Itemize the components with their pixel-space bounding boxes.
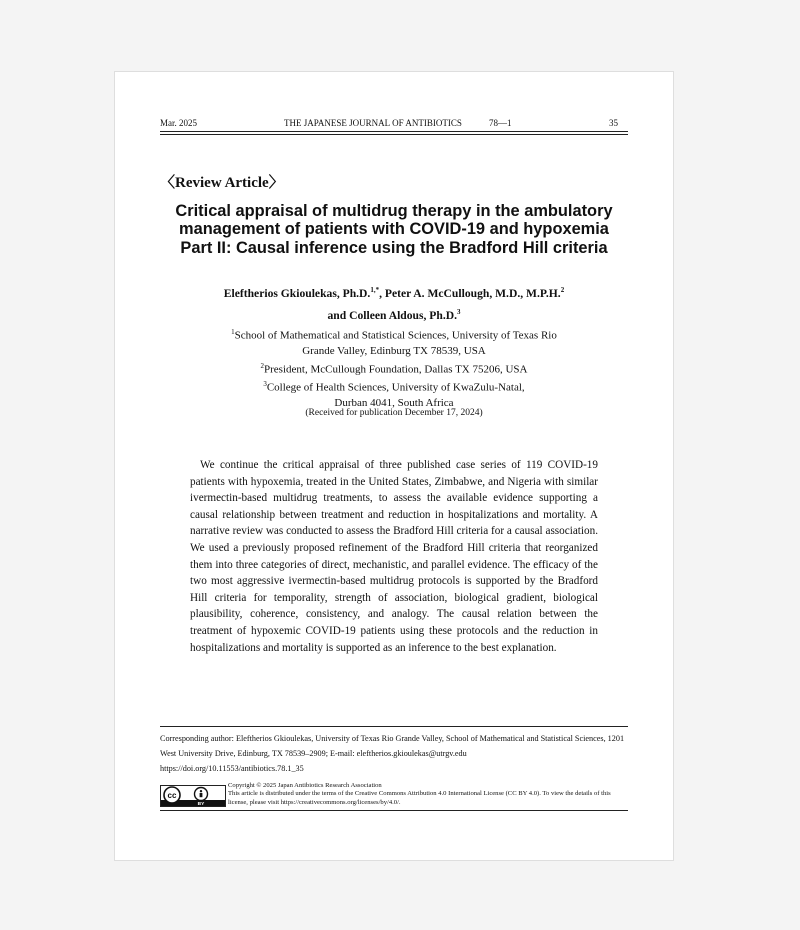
received-date: (Received for publication December 17, 2024) xyxy=(305,408,483,418)
author-affiliation-mark: 2 xyxy=(560,286,565,294)
header-volume: 78—1 xyxy=(489,118,512,128)
author-list: Eleftherios Gkioulekas, Ph.D.$^{1,*}$, Peter A. McCullough, M.D., M.P.H.$^2$ and Colleen Aldous, Ph.D.$^3$ xyxy=(223,286,565,322)
author-name: Eleftherios Gkioulekas, Ph.D. xyxy=(223,286,371,300)
affiliation-mark: 2 xyxy=(260,361,264,370)
affiliation-text: Durban 4041, South Africa xyxy=(334,396,454,409)
footer-rule xyxy=(160,810,628,811)
title-line: management of patients with COVID-19 and hypoxemia xyxy=(179,220,609,239)
abstract: We continue the critical appraisal of three published case series of 119 COVID-19 patients with hypoxemia, treated in the United States, Zimbabwe, and Nigeria with similar ivermectin-based multidrug treatments, to assess the available evidence supporting a causal relationship between treatment and reduction in hospitalizations and mortality. A narrative review was conducted to assess the Bradford Hill criteria for a causal association. We used a previously proposed refinement of the Bradford Hill criteria that reorganized them into three categories of direct, mechanistic, and parallel evidence. The efficacy of the two most aggressive ivermectin-based multidrug protocols is supported by the Bradford Hill criteria for temporality, strength of association, biological gradient, biological plausibility, coherence, consistency, and analogy. The causal relation between the treatment of hypoxemic COVID-19 patients using these protocols and the reduction in hospitalizations and mortality is supported as an inference to the best explanation. xyxy=(190,459,598,654)
affiliation-text: President, McCullough Foundation, Dallas TX 75206, USA xyxy=(264,363,528,376)
header-rule-bottom xyxy=(160,134,628,135)
author-name: Colleen Aldous, Ph.D. xyxy=(349,308,457,322)
affiliation-text: Grande Valley, Edinburg TX 78539, USA xyxy=(302,344,486,357)
corresponding-author-text: Corresponding author: Eleftherios Gkioulekas, University of Texas Rio Grande Valley, School of Mathematical and Statistical Sciences, 1201 West University Drive, Edinburg, TX 78539–2909; E-mail: eleftherios.gkioulekas@utrgv.edu xyxy=(160,734,625,758)
header-page-number: 35 xyxy=(609,118,618,128)
affiliation-mark: 1 xyxy=(231,328,235,336)
doi-link[interactable]: https://doi.org/10.11553/antibiotics.78.1_35 xyxy=(160,764,304,773)
copyright-line: Copyright © 2025 Japan Antibiotics Research Association xyxy=(228,782,382,789)
article-type: 〈Review Article〉 xyxy=(160,175,284,191)
affiliation-mark: 3 xyxy=(263,380,267,389)
by-letters: BY xyxy=(197,802,205,806)
title-line: Part II: Causal inference using the Bradford Hill criteria xyxy=(180,238,608,257)
affiliations xyxy=(160,325,628,411)
running-header xyxy=(160,118,628,132)
affiliation-text: School of Mathematical and Statistical Sciences, University of Texas Rio xyxy=(234,329,557,342)
article-title xyxy=(150,202,638,257)
license-notice xyxy=(228,782,628,807)
author-affiliation-mark: 3 xyxy=(457,307,461,316)
affiliation-text: College of Health Sciences, University of KwaZulu-Natal, xyxy=(266,381,525,394)
author-name: Peter A. McCullough, M.D., M.P.H. xyxy=(384,286,561,300)
header-journal: THE JAPANESE JOURNAL OF ANTIBIOTICS xyxy=(284,118,462,128)
header-rule-top xyxy=(160,131,628,132)
author-affiliation-mark: 1,* xyxy=(370,286,380,294)
cc-by-license-icon xyxy=(160,785,226,807)
cc-letters: cc xyxy=(167,791,177,800)
footnote-rule xyxy=(160,726,628,727)
corresponding-author xyxy=(160,731,628,776)
header-date: Mar. 2025 xyxy=(160,118,197,128)
title-line: Critical appraisal of multidrug therapy in the ambulatory xyxy=(175,202,613,220)
license-text: This article is distributed under the terms of the Creative Commons Attribution 4.0 International License (CC BY 4.0). To view the details of this license, please visit https://creativecommons.org/licenses/by/4.0/. xyxy=(228,790,611,806)
